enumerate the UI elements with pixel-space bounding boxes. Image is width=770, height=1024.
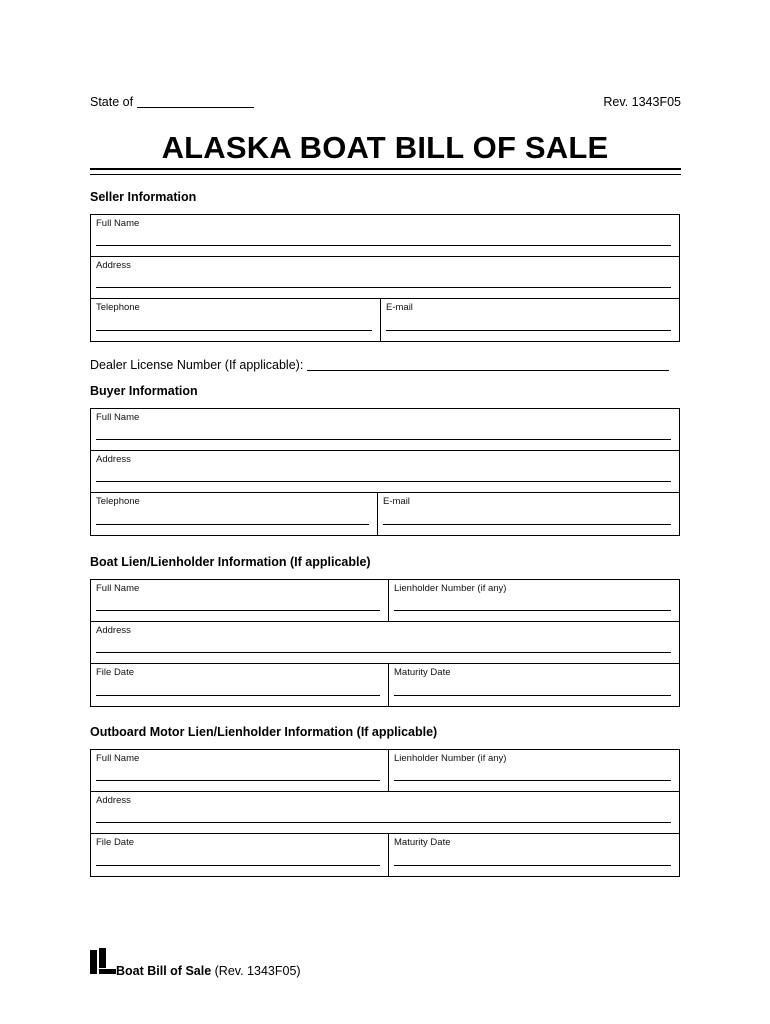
input-line[interactable]	[96, 652, 671, 653]
field-label: Maturity Date	[394, 667, 451, 678]
input-line[interactable]	[96, 245, 671, 246]
input-line[interactable]	[386, 330, 671, 331]
field-label: Full Name	[96, 218, 140, 229]
input-line[interactable]	[394, 865, 671, 866]
boat-lien-address-field[interactable]	[91, 622, 679, 663]
state-label: State of	[90, 95, 134, 109]
field-label: Telephone	[96, 496, 140, 507]
boat-lien-name-row	[91, 580, 679, 622]
state-field	[90, 95, 254, 109]
seller-info-box	[90, 214, 680, 342]
input-line[interactable]	[394, 610, 671, 611]
buyer-contact-row	[91, 493, 679, 535]
seller-email-field[interactable]	[380, 299, 679, 341]
boat-lien-address-row	[91, 622, 679, 664]
motor-lien-file-date-field[interactable]	[91, 834, 388, 876]
dealer-license-input-line[interactable]	[307, 370, 669, 371]
revision-number: Rev. 1343F05	[603, 95, 681, 109]
field-label: Address	[96, 454, 131, 465]
motor-lien-dates-row	[91, 834, 679, 876]
input-line[interactable]	[96, 610, 380, 611]
boat-lien-dates-row	[91, 664, 679, 706]
field-label: Lienholder Number (if any)	[394, 753, 507, 764]
field-label: Full Name	[96, 753, 140, 764]
input-line[interactable]	[383, 524, 671, 525]
seller-telephone-field[interactable]	[91, 299, 380, 341]
input-line[interactable]	[96, 481, 671, 482]
state-input-line[interactable]	[137, 107, 254, 108]
seller-contact-row	[91, 299, 679, 341]
seller-heading: Seller Information	[90, 190, 197, 204]
boat-lien-full-name-field[interactable]	[91, 580, 388, 621]
legal-templates-logo-icon	[90, 948, 116, 974]
input-line[interactable]	[96, 822, 671, 823]
field-label: E-mail	[386, 302, 413, 313]
field-label: Address	[96, 260, 131, 271]
field-label: Address	[96, 625, 131, 636]
input-line[interactable]	[96, 695, 380, 696]
field-label: Lienholder Number (if any)	[394, 583, 507, 594]
buyer-heading: Buyer Information	[90, 384, 198, 398]
seller-name-row	[91, 215, 679, 257]
boat-lien-maturity-date-field[interactable]	[388, 664, 679, 706]
boat-lienholder-number-field[interactable]	[388, 580, 679, 621]
buyer-email-field[interactable]	[377, 493, 679, 535]
motor-lienholder-number-field[interactable]	[388, 750, 679, 791]
input-line[interactable]	[96, 439, 671, 440]
buyer-address-row	[91, 451, 679, 493]
dealer-license-label: Dealer License Number (If applicable):	[90, 358, 304, 372]
field-label: Address	[96, 795, 131, 806]
title-rule-thick	[90, 168, 681, 170]
field-label: Telephone	[96, 302, 140, 313]
buyer-address-field[interactable]	[91, 451, 679, 492]
field-label: Full Name	[96, 412, 140, 423]
motor-lien-box	[90, 749, 680, 877]
field-label: Maturity Date	[394, 837, 451, 848]
input-line[interactable]	[96, 287, 671, 288]
field-label: E-mail	[383, 496, 410, 507]
motor-lien-address-field[interactable]	[91, 792, 679, 833]
input-line[interactable]	[96, 330, 372, 331]
buyer-info-box	[90, 408, 680, 536]
footer-doc-name: Boat Bill of Sale	[116, 964, 212, 978]
motor-lien-maturity-date-field[interactable]	[388, 834, 679, 876]
input-line[interactable]	[96, 780, 380, 781]
seller-address-field[interactable]	[91, 257, 679, 298]
field-label: File Date	[96, 667, 135, 678]
input-line[interactable]	[96, 524, 369, 525]
seller-address-row	[91, 257, 679, 299]
field-label: File Date	[96, 837, 135, 848]
footer-revision: (Rev. 1343F05)	[214, 964, 301, 978]
buyer-name-row	[91, 409, 679, 451]
motor-lien-name-row	[91, 750, 679, 792]
document-title: ALASKA BOAT BILL OF SALE	[161, 130, 609, 165]
boat-lien-box	[90, 579, 680, 707]
motor-lien-heading: Outboard Motor Lien/Lienholder Information (If applicable)	[90, 725, 438, 739]
footer-text	[116, 964, 301, 978]
motor-lien-address-row	[91, 792, 679, 834]
motor-lien-full-name-field[interactable]	[91, 750, 388, 791]
seller-full-name-field[interactable]	[91, 215, 679, 256]
field-label: Full Name	[96, 583, 140, 594]
input-line[interactable]	[394, 695, 671, 696]
boat-lien-file-date-field[interactable]	[91, 664, 388, 706]
input-line[interactable]	[96, 865, 380, 866]
buyer-full-name-field[interactable]	[91, 409, 679, 450]
dealer-license-field	[90, 358, 669, 372]
buyer-telephone-field[interactable]	[91, 493, 377, 535]
boat-lien-heading: Boat Lien/Lienholder Information (If applicable)	[90, 555, 371, 569]
title-rule-thin	[90, 174, 681, 175]
input-line[interactable]	[394, 780, 671, 781]
